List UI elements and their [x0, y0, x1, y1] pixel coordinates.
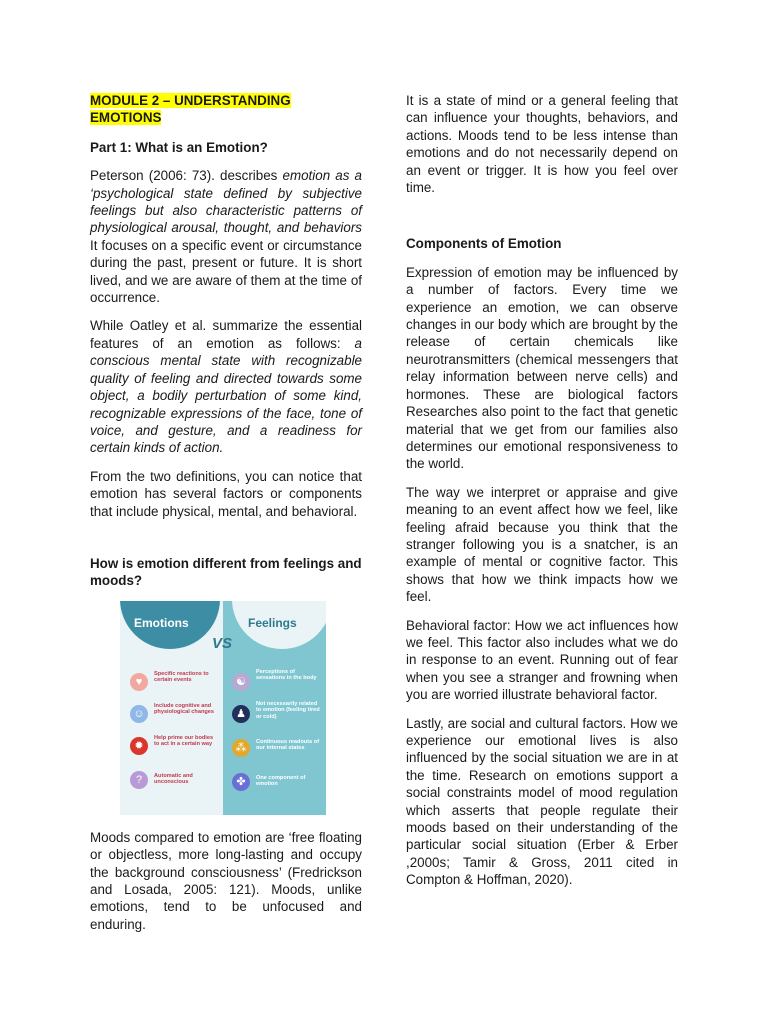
vs-label: VS [212, 634, 233, 652]
person-icon: ♟ [232, 705, 250, 723]
meditation-icon: ☯ [232, 673, 250, 691]
emotion-item: Help prime our bodies to act in a certain way [154, 734, 214, 748]
connections-icon: ✤ [232, 773, 250, 791]
paragraph-definitions: From the two definitions, you can notice that emotion has several factors or components that include physical, mental, and behavioral. [90, 468, 362, 519]
paragraph-moods: Moods compared to emotion are ‘free floating or objectless, more long-lasting and occupy the background consciousness’ (Fredrickson and Losada, 2005: 121). Moods, unlike emotions, tend to be unfocused and enduring. [90, 829, 362, 932]
paragraph-biological: Expression of emotion may be influenced by a number of factors. Every time we experience an emotion, we can observe changes in our body which are brought by the release of certain chemicals like neurotransmitters (chemical messengers that relay information between nerve cells) and hormones. These are biological factors Researches also point to the fact that genetic material that we get from our families also determines our emotional responsiveness to the world. [406, 264, 678, 472]
emotion-item: Automatic and unconscious [154, 772, 193, 786]
feelings-title: Feelings [248, 615, 297, 630]
emotions-vs-feelings-infographic [120, 601, 326, 815]
network-icon: ⁂ [232, 739, 250, 757]
part1-heading: Part 1: What is an Emotion? [90, 139, 268, 155]
angry-face-icon: ✹ [130, 737, 148, 755]
left-column [90, 92, 362, 944]
paragraph-mood-definition: It is a state of mind or a general feeling that can influence your thoughts, behaviors, and actions. Moods tend to be less intense than emotions and do not necessarily depend on an event or trigger. It is how you feel over time. [406, 93, 678, 196]
components-heading: Components of Emotion [406, 236, 562, 252]
feeling-item: One component of emotion [256, 774, 306, 788]
emotion-item: Include cognitive and physiological changes [154, 702, 214, 716]
paragraph-behavioral: Behavioral factor: How we act influences how we feel. This factor also includes what we do in response to an event. Running out of fear when you see a stranger and frowning when you are worried illustrate behavioral factor. [406, 617, 678, 703]
module-title: MODULE 2 – UNDERSTANDING EMOTIONS [90, 93, 291, 126]
couple-icon: ♥ [130, 673, 148, 691]
right-column [406, 92, 678, 900]
emotion-item: Specific reactions to certain events [154, 670, 209, 684]
question-head-icon: ? [130, 771, 148, 789]
paragraph-cognitive: The way we interpret or appraise and give meaning to an event affect how we feel, like feeling afraid because you think that the stranger following you is a snatcher, is an example of mental or cognitive factor. This shows that how we think impacts how we feel. [406, 484, 678, 605]
difference-heading: How is emotion different from feelings and moods? [90, 555, 362, 589]
head-brain-icon: ☺ [130, 705, 148, 723]
feeling-item: Perceptions of sensations in the body [256, 668, 317, 682]
feeling-item: Not necessarily related to emotion (feeling tired or cold) [256, 700, 320, 720]
paragraph-peterson: Peterson (2006: 73). describes emotion as a ‘psychological state defined by subjective feelings but also characteristic patterns of physiological arousal, thought, and behaviors It focuses on a specific event or circumstance during the past, present or future. It is short lived, and we are aware of them at the time of occurrence. [90, 168, 362, 306]
paragraph-social: Lastly, are social and cultural factors. How we experience our emotional lives is also influenced by the social situation we are in at the time. Research on emotions support a social constraints model of mood regulation which asserts that people regulate their moods based on their understanding of the particular social situation (Erber & Erber ,2000s; Tamir & Gross, 2011 cited in Compton & Hoffman, 2020). [406, 715, 678, 888]
paragraph-oatley: While Oatley et al. summarize the essential features of an emotion as follows: a conscious mental state with recognizable quality of feeling and directed towards some object, a bodily perturbation of some kind, recognizable expressions of the face, tone of voice, and gesture, and a readiness for certain kinds of action. [90, 318, 362, 456]
feeling-item: Continuous readouts of our internal states [256, 738, 320, 752]
emotions-title: Emotions [134, 615, 189, 630]
